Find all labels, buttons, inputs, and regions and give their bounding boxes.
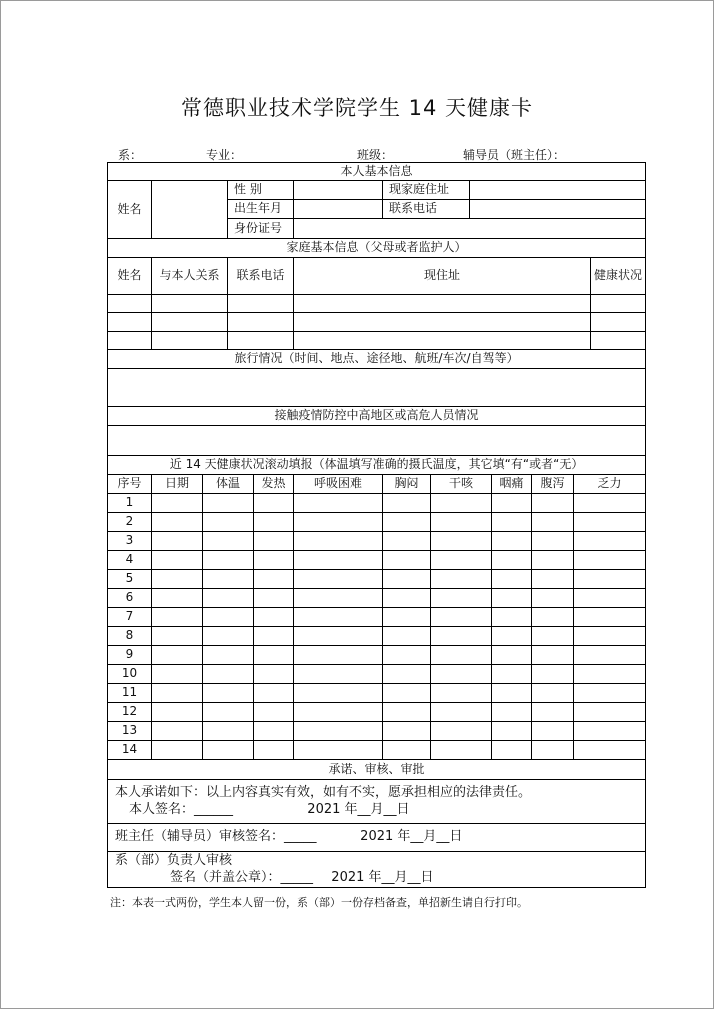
- health-row: [108, 494, 646, 513]
- dept-review-cell: [108, 852, 646, 888]
- health-cell[interactable]: [383, 684, 431, 703]
- health-cell[interactable]: [254, 494, 294, 513]
- health-cell[interactable]: [431, 665, 492, 684]
- name-field[interactable]: [152, 181, 228, 239]
- health-cell[interactable]: [492, 741, 532, 760]
- health-cell[interactable]: [431, 684, 492, 703]
- teacher-sign-date[interactable]: 2021 年__月__日: [360, 829, 463, 845]
- health-cell[interactable]: [294, 722, 383, 741]
- health-row: [108, 589, 646, 608]
- health-cell[interactable]: [431, 741, 492, 760]
- health-row: [108, 608, 646, 627]
- health-cell[interactable]: [152, 551, 203, 570]
- health-cell[interactable]: [254, 722, 294, 741]
- health-cell[interactable]: [492, 627, 532, 646]
- health-row-index: 5: [108, 570, 152, 589]
- gender-field[interactable]: [294, 181, 383, 200]
- contact-section-header: 接触疫情防控中高地区或高危人员情况: [108, 407, 646, 426]
- health-cell[interactable]: [532, 494, 574, 513]
- health-cell[interactable]: [383, 703, 431, 722]
- health-cell[interactable]: [383, 627, 431, 646]
- self-sign-label[interactable]: 本人签名：______: [129, 802, 234, 817]
- health-cell[interactable]: [431, 608, 492, 627]
- health-row: [108, 532, 646, 551]
- name-label: 姓名: [108, 181, 152, 239]
- health-cell[interactable]: [294, 646, 383, 665]
- health-col-fever: 发热: [254, 475, 294, 494]
- health-row-index: 13: [108, 722, 152, 741]
- address-field[interactable]: [470, 181, 646, 200]
- health-cell[interactable]: [152, 722, 203, 741]
- self-sign-date[interactable]: 2021 年__月__日: [307, 802, 410, 817]
- health-cell[interactable]: [383, 722, 431, 741]
- family-col-phone: 联系电话: [228, 258, 294, 295]
- id-label: 身份证号: [228, 219, 294, 239]
- health-cell[interactable]: [294, 494, 383, 513]
- health-cell[interactable]: [294, 627, 383, 646]
- health-row: [108, 684, 646, 703]
- health-cell[interactable]: [203, 570, 254, 589]
- health-cell[interactable]: [492, 494, 532, 513]
- health-cell[interactable]: [254, 608, 294, 627]
- health-col-cough: 干咳: [431, 475, 492, 494]
- phone-field[interactable]: [470, 200, 646, 219]
- health-cell[interactable]: [383, 570, 431, 589]
- health-row-index: 8: [108, 627, 152, 646]
- health-section-header: 近 14 天健康状况滚动填报（体温填写准确的摄氏温度，其它填“有“或者“无）: [108, 456, 646, 475]
- health-row-index: 1: [108, 494, 152, 513]
- health-cell[interactable]: [492, 551, 532, 570]
- health-row: [108, 513, 646, 532]
- health-cell[interactable]: [203, 513, 254, 532]
- health-cell[interactable]: [383, 551, 431, 570]
- birth-field[interactable]: [294, 200, 383, 219]
- major-label: 专业：: [206, 148, 243, 162]
- health-cell[interactable]: [574, 741, 646, 760]
- health-cell[interactable]: [574, 551, 646, 570]
- health-cell[interactable]: [492, 684, 532, 703]
- health-cell[interactable]: [254, 741, 294, 760]
- health-cell[interactable]: [294, 589, 383, 608]
- health-cell[interactable]: [431, 646, 492, 665]
- health-cell[interactable]: [492, 532, 532, 551]
- health-cell[interactable]: [203, 741, 254, 760]
- promise-cell: [108, 780, 646, 824]
- health-cell[interactable]: [431, 570, 492, 589]
- health-col-throat: 咽痛: [492, 475, 532, 494]
- health-cell[interactable]: [152, 589, 203, 608]
- health-cell[interactable]: [254, 646, 294, 665]
- health-cell[interactable]: [431, 513, 492, 532]
- health-col-diarrhea: 腹泻: [532, 475, 574, 494]
- health-row-index: 6: [108, 589, 152, 608]
- health-row-index: 14: [108, 741, 152, 760]
- health-cell[interactable]: [492, 646, 532, 665]
- health-row: [108, 703, 646, 722]
- gender-label: 性 别: [228, 181, 294, 200]
- health-cell[interactable]: [574, 703, 646, 722]
- health-row: [108, 646, 646, 665]
- health-cell[interactable]: [383, 494, 431, 513]
- health-cell[interactable]: [532, 589, 574, 608]
- health-cell[interactable]: [203, 684, 254, 703]
- health-cell[interactable]: [383, 741, 431, 760]
- health-cell[interactable]: [254, 570, 294, 589]
- health-cell[interactable]: [203, 722, 254, 741]
- self-sign-line: [115, 803, 643, 817]
- contact-field[interactable]: [108, 426, 646, 456]
- health-cell[interactable]: [383, 646, 431, 665]
- health-cell[interactable]: [492, 513, 532, 532]
- dept-sign-line: [115, 871, 643, 885]
- health-cell[interactable]: [532, 570, 574, 589]
- health-cell[interactable]: [532, 665, 574, 684]
- health-cell[interactable]: [152, 741, 203, 760]
- travel-section-header: 旅行情况（时间、地点、途径地、航班/车次/自驾等）: [108, 350, 646, 369]
- health-cell[interactable]: [492, 608, 532, 627]
- health-cell[interactable]: [254, 703, 294, 722]
- id-field[interactable]: [294, 219, 646, 239]
- health-row-index: 9: [108, 646, 152, 665]
- health-col-fatigue: 乏力: [574, 475, 646, 494]
- health-cell[interactable]: [254, 532, 294, 551]
- health-cell[interactable]: [431, 494, 492, 513]
- health-cell[interactable]: [532, 722, 574, 741]
- health-cell[interactable]: [152, 646, 203, 665]
- health-cell[interactable]: [294, 608, 383, 627]
- teacher-sign-cell: [108, 824, 646, 852]
- health-row: [108, 570, 646, 589]
- health-row-index: 3: [108, 532, 152, 551]
- health-cell[interactable]: [152, 665, 203, 684]
- family-row: [108, 313, 646, 332]
- health-row: [108, 551, 646, 570]
- health-cell[interactable]: [431, 551, 492, 570]
- teacher-sign-label[interactable]: 班主任（辅导员）审核签名：_____: [115, 829, 317, 845]
- health-cell[interactable]: [532, 684, 574, 703]
- dept-sign-date[interactable]: 2021 年__月__日: [331, 869, 434, 885]
- health-cell[interactable]: [152, 570, 203, 589]
- health-cell[interactable]: [532, 551, 574, 570]
- health-row-index: 12: [108, 703, 152, 722]
- health-cell[interactable]: [574, 494, 646, 513]
- health-cell[interactable]: [574, 684, 646, 703]
- personal-section-header: 本人基本信息: [108, 163, 646, 181]
- address-label: 现家庭住址: [383, 181, 470, 200]
- health-col-chest: 胸闷: [383, 475, 431, 494]
- health-cell[interactable]: [254, 684, 294, 703]
- health-cell[interactable]: [203, 665, 254, 684]
- health-cell[interactable]: [383, 513, 431, 532]
- health-cell[interactable]: [532, 741, 574, 760]
- class-label: 班级：: [357, 148, 394, 162]
- health-cell[interactable]: [383, 608, 431, 627]
- health-cell[interactable]: [532, 513, 574, 532]
- health-cell[interactable]: [492, 570, 532, 589]
- health-cell[interactable]: [431, 722, 492, 741]
- birth-label: 出生年月: [228, 200, 294, 219]
- health-row-index: 10: [108, 665, 152, 684]
- health-cell[interactable]: [492, 703, 532, 722]
- phone-label: 联系电话: [383, 200, 470, 219]
- health-cell[interactable]: [574, 722, 646, 741]
- health-row: [108, 722, 646, 741]
- health-cell[interactable]: [492, 722, 532, 741]
- family-row: [108, 332, 646, 350]
- family-section-header: 家庭基本信息（父母或者监护人）: [108, 239, 646, 258]
- approval-section-header: 承诺、审核、审批: [108, 760, 646, 780]
- health-cell[interactable]: [574, 665, 646, 684]
- health-cell[interactable]: [574, 589, 646, 608]
- dept-review-label: 系（部）负责人审核: [115, 853, 233, 869]
- health-cell[interactable]: [294, 551, 383, 570]
- health-cell[interactable]: [152, 513, 203, 532]
- health-cell[interactable]: [203, 532, 254, 551]
- health-cell[interactable]: [383, 589, 431, 608]
- health-cell[interactable]: [294, 532, 383, 551]
- health-cell[interactable]: [532, 532, 574, 551]
- counselor-label: 辅导员（班主任）：: [463, 148, 566, 162]
- health-cell[interactable]: [294, 513, 383, 532]
- health-cell[interactable]: [574, 532, 646, 551]
- footer-note: 注：本表一式两份，学生本人留一份，系（部）一份存档备查，单招新生请自行打印。: [110, 896, 528, 909]
- health-cell[interactable]: [152, 684, 203, 703]
- family-col-health: 健康状况: [591, 258, 646, 295]
- health-col-index: 序号: [108, 475, 152, 494]
- page-title: 常德职业技术学院学生 14 天健康卡: [180, 96, 534, 120]
- health-col-temp: 体温: [203, 475, 254, 494]
- health-cell[interactable]: [431, 627, 492, 646]
- health-col-header-row: [108, 475, 646, 494]
- health-cell[interactable]: [294, 703, 383, 722]
- health-cell[interactable]: [254, 551, 294, 570]
- health-cell[interactable]: [532, 646, 574, 665]
- health-cell[interactable]: [574, 627, 646, 646]
- health-cell[interactable]: [532, 608, 574, 627]
- health-cell[interactable]: [492, 589, 532, 608]
- health-cell[interactable]: [294, 665, 383, 684]
- health-cell[interactable]: [152, 703, 203, 722]
- health-cell[interactable]: [431, 532, 492, 551]
- health-cell[interactable]: [574, 570, 646, 589]
- health-cell[interactable]: [254, 627, 294, 646]
- health-card-table: [107, 162, 646, 888]
- health-col-date: 日期: [152, 475, 203, 494]
- dept-label: 系：: [118, 148, 143, 162]
- health-cell[interactable]: [254, 665, 294, 684]
- promise-text: 本人承诺如下：以上内容真实有效，如有不实，愿承担相应的法律责任。: [115, 784, 532, 800]
- health-cell[interactable]: [574, 513, 646, 532]
- health-cell[interactable]: [203, 589, 254, 608]
- health-cell[interactable]: [152, 494, 203, 513]
- health-cell[interactable]: [203, 494, 254, 513]
- health-cell[interactable]: [431, 703, 492, 722]
- health-cell[interactable]: [574, 608, 646, 627]
- health-row-index: 2: [108, 513, 152, 532]
- health-cell[interactable]: [254, 589, 294, 608]
- health-cell[interactable]: [254, 513, 294, 532]
- health-row-index: 11: [108, 684, 152, 703]
- health-cell[interactable]: [203, 646, 254, 665]
- family-col-relation: 与本人关系: [152, 258, 228, 295]
- health-cell[interactable]: [532, 627, 574, 646]
- health-cell[interactable]: [203, 608, 254, 627]
- health-cell[interactable]: [152, 608, 203, 627]
- health-row: [108, 741, 646, 760]
- family-col-address: 现住址: [294, 258, 591, 295]
- travel-field[interactable]: [108, 369, 646, 407]
- dept-sign-label[interactable]: 签名（并盖公章）：_____: [170, 869, 314, 885]
- health-cell[interactable]: [294, 570, 383, 589]
- health-cell[interactable]: [152, 532, 203, 551]
- health-col-breath: 呼吸困难: [294, 475, 383, 494]
- health-row: [108, 627, 646, 646]
- health-row-index: 7: [108, 608, 152, 627]
- family-row: [108, 295, 646, 313]
- health-cell[interactable]: [383, 665, 431, 684]
- health-cell[interactable]: [152, 627, 203, 646]
- health-cell[interactable]: [294, 741, 383, 760]
- health-cell[interactable]: [532, 703, 574, 722]
- health-row: [108, 665, 646, 684]
- health-cell[interactable]: [574, 646, 646, 665]
- health-cell[interactable]: [431, 589, 492, 608]
- health-cell[interactable]: [492, 665, 532, 684]
- health-row-index: 4: [108, 551, 152, 570]
- health-cell[interactable]: [203, 551, 254, 570]
- health-cell[interactable]: [203, 703, 254, 722]
- family-col-name: 姓名: [108, 258, 152, 295]
- health-cell[interactable]: [383, 532, 431, 551]
- health-cell[interactable]: [294, 684, 383, 703]
- health-cell[interactable]: [203, 627, 254, 646]
